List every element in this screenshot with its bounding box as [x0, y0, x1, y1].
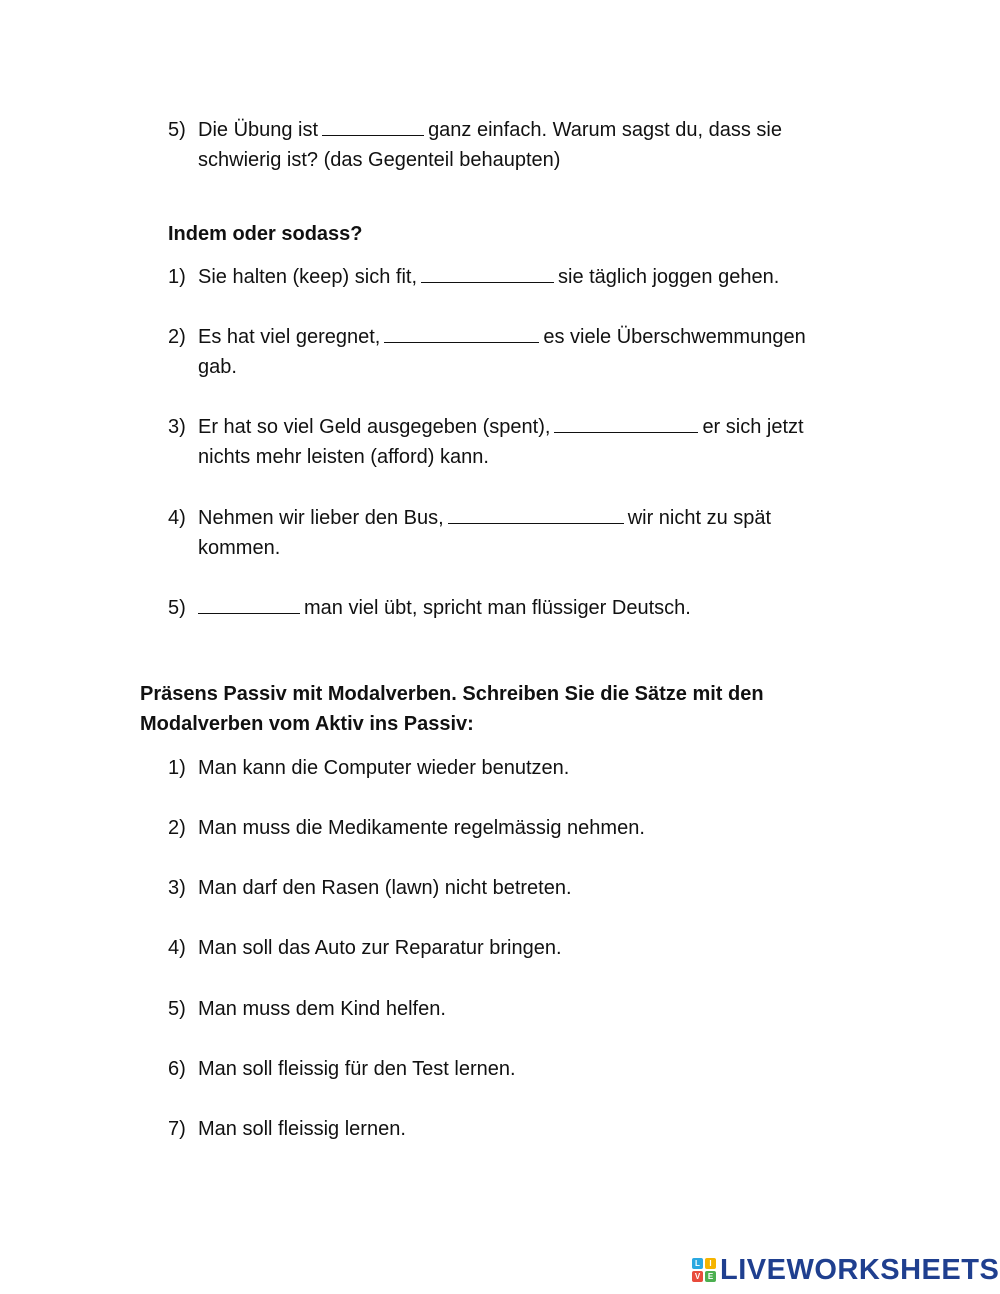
liveworksheets-logo	[692, 1252, 999, 1288]
logo-tile: I	[705, 1258, 716, 1269]
item-text: Man muss die Medikamente regelmässig nehmen.	[198, 817, 645, 839]
list-item	[168, 994, 868, 1024]
list-item	[168, 322, 868, 382]
item-text: ganz einfach. Warum sagst du, dass sie	[428, 119, 782, 141]
item-text: er sich jetzt	[702, 416, 804, 438]
heading-line: Präsens Passiv mit Modalverben. Schreiben Sie die Sätze mit den	[140, 683, 764, 705]
list-item	[168, 593, 868, 623]
item-text: Er hat so viel Geld ausgegeben (spent),	[198, 416, 551, 438]
logo-text: LIVEWORKSHEETS	[720, 1253, 1000, 1286]
item-number: 3)	[168, 877, 186, 899]
item-text: Es hat viel geregnet,	[198, 326, 381, 348]
item-text: wir nicht zu spät	[627, 507, 772, 529]
item-text: Man soll fleissig für den Test lernen.	[198, 1058, 516, 1080]
answer-blank[interactable]	[448, 505, 624, 524]
section-heading: Indem oder sodass?	[168, 223, 363, 245]
logo-icon	[692, 1258, 716, 1282]
item-text: sie täglich joggen gehen.	[558, 266, 780, 288]
answer-blank[interactable]	[198, 595, 300, 614]
list-item	[168, 503, 868, 563]
item-number: 2)	[168, 817, 186, 839]
item-text: Man darf den Rasen (lawn) nicht betreten.	[198, 877, 572, 899]
item-text: Man soll das Auto zur Reparatur bringen.	[198, 937, 562, 959]
list-item	[168, 1054, 868, 1084]
answer-blank[interactable]	[421, 264, 554, 283]
item-text: es viele Überschwemmungen	[543, 326, 806, 348]
item-number: 1)	[168, 757, 186, 779]
answer-blank[interactable]	[384, 324, 539, 343]
answer-blank[interactable]	[554, 414, 698, 433]
item-number: 2)	[168, 326, 186, 348]
logo-tile: L	[692, 1258, 703, 1269]
list-item	[168, 753, 868, 783]
item-text: Nehmen wir lieber den Bus,	[198, 507, 444, 529]
item-number: 5)	[168, 998, 186, 1020]
section-heading	[140, 679, 900, 739]
answer-blank[interactable]	[322, 117, 424, 136]
list-item	[168, 262, 868, 292]
list-item	[168, 933, 868, 963]
item-text: man viel übt, spricht man flüssiger Deutsch.	[304, 597, 691, 619]
logo-tile: E	[705, 1271, 716, 1282]
item-number: 5)	[168, 597, 186, 619]
item-number: 4)	[168, 507, 186, 529]
list-item	[168, 873, 868, 903]
item-text: Man soll fleissig lernen.	[198, 1118, 406, 1140]
list-item	[168, 813, 868, 843]
list-item	[168, 1114, 868, 1144]
item-number: 1)	[168, 266, 186, 288]
list-item	[168, 412, 868, 472]
item-number: 4)	[168, 937, 186, 959]
list-item	[168, 115, 868, 175]
item-text: kommen.	[198, 537, 281, 559]
item-number: 6)	[168, 1058, 186, 1080]
item-text: Man kann die Computer wieder benutzen.	[198, 757, 570, 779]
item-text: Man muss dem Kind helfen.	[198, 998, 446, 1020]
item-text: Die Übung ist	[198, 119, 319, 141]
item-text: Sie halten (keep) sich fit,	[198, 266, 417, 288]
logo-tile: V	[692, 1271, 703, 1282]
item-text: gab.	[198, 356, 237, 378]
item-number: 3)	[168, 416, 186, 438]
item-number: 5)	[168, 119, 186, 141]
heading-line: Modalverben vom Aktiv ins Passiv:	[140, 713, 474, 735]
item-text: schwierig ist? (das Gegenteil behaupten)	[198, 149, 561, 171]
item-number: 7)	[168, 1118, 186, 1140]
item-text: nichts mehr leisten (afford) kann.	[198, 446, 489, 468]
